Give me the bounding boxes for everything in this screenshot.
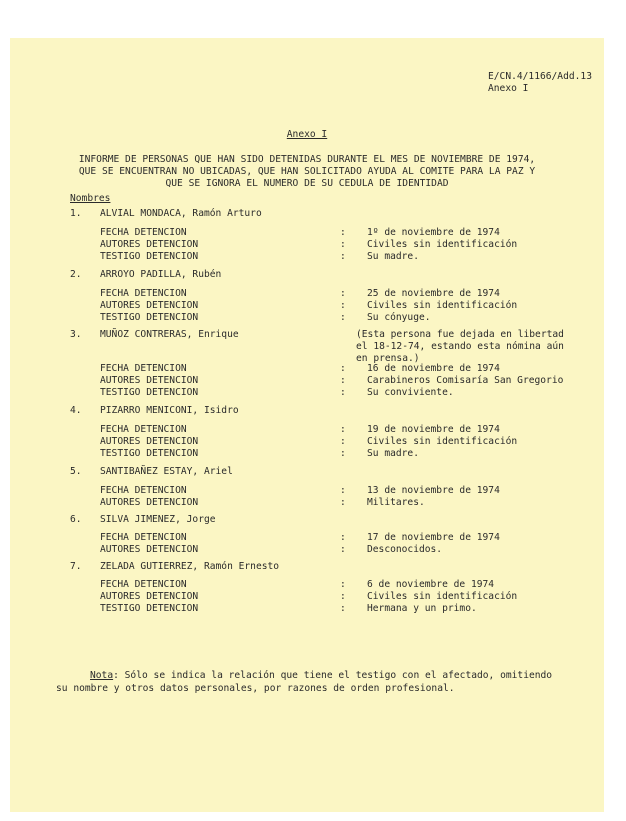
field-label: AUTORES DETENCION	[100, 239, 199, 250]
field-value: 1º de noviembre de 1974	[367, 227, 500, 238]
field-separator: :	[340, 387, 346, 398]
entry-name: ZELADA GUTIERREZ, Ramón Ernesto	[100, 561, 280, 572]
field-value: 6 de noviembre de 1974	[367, 579, 495, 590]
entry-name: SANTIBAÑEZ ESTAY, Ariel	[100, 466, 233, 477]
field-label: FECHA DETENCION	[100, 532, 187, 543]
field-label: FECHA DETENCION	[100, 579, 187, 590]
field-label: TESTIGO DETENCION	[100, 387, 199, 398]
annex-title-text: Anexo I	[286, 129, 328, 140]
field-label: TESTIGO DETENCION	[100, 603, 199, 614]
report-heading-line-1: INFORME DE PERSONAS QUE HAN SIDO DETENIDAS DURANTE EL MES DE NOVIEMBRE DE 1974,	[78, 154, 536, 165]
field-separator: :	[340, 544, 346, 555]
entry-number: 1.	[70, 208, 82, 219]
entry-number: 2.	[70, 269, 82, 280]
field-separator: :	[340, 363, 346, 374]
field-value: 17 de noviembre de 1974	[367, 532, 500, 543]
field-separator: :	[340, 239, 346, 250]
field-label: FECHA DETENCION	[100, 485, 187, 496]
field-label: TESTIGO DETENCION	[100, 251, 199, 262]
field-value: 16 de noviembre de 1974	[367, 363, 500, 374]
footnote-line-1	[90, 670, 552, 682]
entry-number: 5.	[70, 466, 82, 477]
field-value: Hermana y un primo.	[367, 603, 477, 614]
field-value: Civiles sin identificación	[367, 239, 518, 250]
field-separator: :	[340, 532, 346, 543]
entry-name: SILVA JIMENEZ, Jorge	[100, 514, 216, 525]
entry-name: ALVIAL MONDACA, Ramón Arturo	[100, 208, 262, 219]
document-page	[10, 38, 604, 812]
field-separator: :	[340, 227, 346, 238]
entry-number: 6.	[70, 514, 82, 525]
entry-number: 4.	[70, 405, 82, 416]
field-separator: :	[340, 424, 346, 435]
field-separator: :	[340, 591, 346, 602]
field-separator: :	[340, 603, 346, 614]
entry-number: 3.	[70, 329, 82, 340]
document-annex-ref: Anexo I	[488, 83, 529, 94]
annex-title	[10, 129, 604, 141]
field-label: FECHA DETENCION	[100, 363, 187, 374]
field-label: FECHA DETENCION	[100, 288, 187, 299]
field-value: 19 de noviembre de 1974	[367, 424, 500, 435]
field-label: AUTORES DETENCION	[100, 591, 199, 602]
report-heading-line-3: QUE SE IGNORA EL NUMERO DE SU CEDULA DE IDENTIDAD	[165, 178, 449, 189]
field-value: Su madre.	[367, 251, 419, 262]
field-separator: :	[340, 485, 346, 496]
field-value: Su madre.	[367, 448, 419, 459]
field-label: AUTORES DETENCION	[100, 497, 199, 508]
footnote-text-1: : Sólo se indica la relación que tiene el testigo con el afectado, omitiendo	[113, 670, 553, 681]
field-label: AUTORES DETENCION	[100, 300, 199, 311]
field-value: Desconocidos.	[367, 544, 443, 555]
field-separator: :	[340, 436, 346, 447]
names-header: Nombres	[70, 193, 111, 204]
footnote-label: Nota	[90, 670, 114, 681]
field-separator: :	[340, 312, 346, 323]
field-value: Civiles sin identificación	[367, 591, 518, 602]
field-separator: :	[340, 448, 346, 459]
entry-release-note: (Esta persona fue dejada en libertad	[356, 329, 564, 340]
field-value: Su cónyuge.	[367, 312, 431, 323]
field-label: TESTIGO DETENCION	[100, 448, 199, 459]
field-separator: :	[340, 288, 346, 299]
field-value: Militares.	[367, 497, 425, 508]
entry-name: ARROYO PADILLA, Rubén	[100, 269, 222, 280]
field-value: 25 de noviembre de 1974	[367, 288, 500, 299]
field-label: AUTORES DETENCION	[100, 375, 199, 386]
field-value: Civiles sin identificación	[367, 436, 518, 447]
field-separator: :	[340, 497, 346, 508]
entry-name: PIZARRO MENICONI, Isidro	[100, 405, 239, 416]
entry-number: 7.	[70, 561, 82, 572]
footnote-line-2: su nombre y otros datos personales, por razones de orden profesional.	[56, 683, 455, 694]
field-value: 13 de noviembre de 1974	[367, 485, 500, 496]
field-label: FECHA DETENCION	[100, 227, 187, 238]
field-separator: :	[340, 251, 346, 262]
document-code: E/CN.4/1166/Add.13	[488, 71, 592, 82]
field-value: Civiles sin identificación	[367, 300, 518, 311]
entry-name: MUÑOZ CONTRERAS, Enrique	[100, 329, 239, 340]
field-label: AUTORES DETENCION	[100, 544, 199, 555]
entry-release-note: en prensa.)	[356, 353, 420, 364]
field-label: TESTIGO DETENCION	[100, 312, 199, 323]
field-separator: :	[340, 579, 346, 590]
field-label: FECHA DETENCION	[100, 424, 187, 435]
report-heading-line-2: QUE SE ENCUENTRAN NO UBICADAS, QUE HAN SOLICITADO AYUDA AL COMITE PARA LA PAZ Y	[78, 166, 536, 177]
field-label: AUTORES DETENCION	[100, 436, 199, 447]
field-value: Carabineros Comisaría San Gregorio	[367, 375, 564, 386]
field-separator: :	[340, 300, 346, 311]
field-value: Su conviviente.	[367, 387, 454, 398]
field-separator: :	[340, 375, 346, 386]
entry-release-note: el 18-12-74, estando esta nómina aún	[356, 341, 564, 352]
